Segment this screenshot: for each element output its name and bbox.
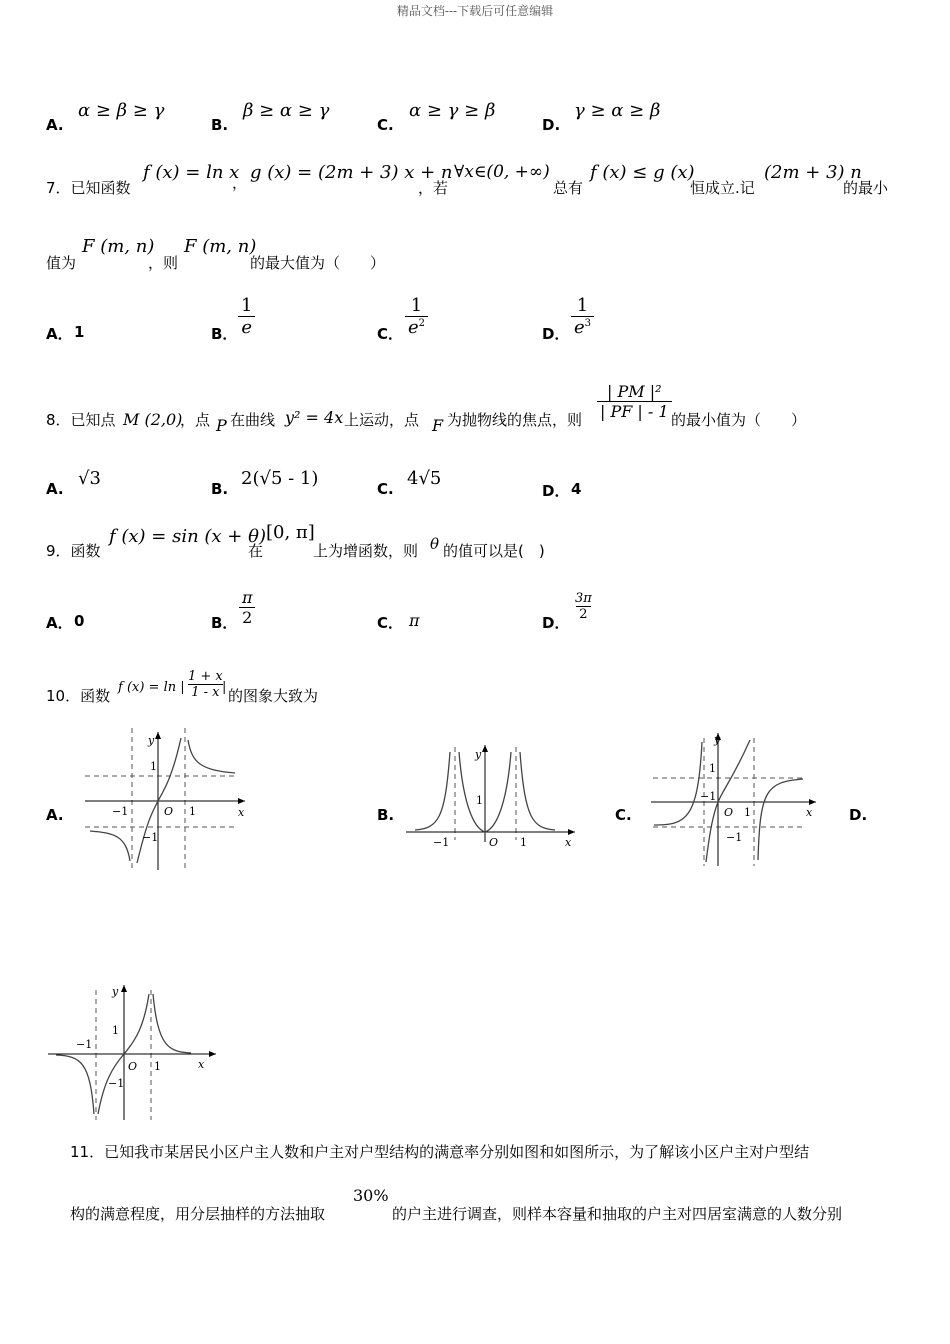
origin-label: O — [128, 1060, 138, 1073]
fraction-denominator: | PF | - 1 — [597, 401, 672, 421]
tick-label: 1 — [150, 760, 157, 773]
q9-option-d-fraction — [572, 591, 595, 622]
tick-label: 1 — [709, 762, 716, 775]
q9-option-c-label[interactable]: C． — [377, 614, 404, 632]
q7-option-b-label[interactable]: B． — [211, 325, 238, 343]
q6-option-c-label[interactable]: C. — [377, 116, 394, 134]
tick-label: −1 — [700, 790, 717, 803]
q7-option-c-fraction — [405, 295, 428, 338]
q6-option-a-expr: α ≥ β ≥ γ — [78, 100, 165, 121]
q8-option-a-expr: √3 — [78, 468, 101, 489]
q10-function-bar: | — [222, 680, 227, 695]
q7-product: (2m + 3) n — [764, 162, 862, 183]
q6-option-a-label[interactable]: A. — [46, 116, 64, 134]
q10-function: f (x) = ln | — [118, 680, 185, 695]
tick-label: −1 — [108, 1077, 125, 1090]
tick-label: −1 — [76, 1038, 93, 1051]
tick-label: 1 — [154, 1060, 161, 1073]
q7-condition: ∀x∈(0, +∞) — [454, 162, 550, 182]
q8-option-b-label[interactable]: B. — [211, 480, 229, 498]
q10-graph-a — [80, 728, 255, 876]
origin-label: O — [724, 806, 734, 819]
tick-label: 1 — [744, 806, 751, 819]
q7-f-def: f (x) = ln x — [143, 162, 240, 183]
q7-option-a-value: 1 — [74, 323, 85, 341]
x-axis-label: x — [238, 806, 245, 819]
tick-label: 1 — [520, 836, 527, 849]
exponent: 2 — [418, 318, 426, 329]
q7-number: 7．已知函数 — [46, 179, 131, 197]
q10-graph-c — [648, 730, 823, 870]
q7-text: 值为 — [46, 254, 77, 272]
q8-fraction — [597, 382, 672, 421]
q8-option-c-expr: 4√5 — [407, 468, 442, 489]
q9-option-a-value: 0 — [74, 612, 85, 630]
q7-text: 总有 — [553, 179, 584, 197]
q10-graph-b — [403, 742, 578, 852]
q8-text: 的最小值为（ ） — [671, 411, 807, 429]
q7-g-def: g (x) = (2m + 3) x + n — [250, 162, 453, 183]
q6-option-b-expr: β ≥ α ≥ γ — [243, 100, 330, 121]
q7-text: ， — [232, 174, 248, 192]
q9-option-a-label[interactable]: A． — [46, 614, 73, 632]
q8-option-d-value: 4 — [571, 480, 582, 498]
q9-option-c-value: π — [409, 611, 420, 630]
tick-label: −1 — [142, 831, 159, 844]
q9-option-b-label[interactable]: B． — [211, 614, 238, 632]
q7-option-b-fraction — [238, 295, 255, 338]
q8-curve: y² = 4x — [285, 408, 344, 427]
q7-F2: F (m, n) — [184, 236, 257, 257]
q11-percent: 30% — [353, 1186, 389, 1205]
y-axis-label: y — [714, 733, 721, 746]
q6-option-d-expr: γ ≥ α ≥ β — [574, 100, 661, 121]
q7-option-d-fraction — [571, 295, 594, 338]
y-axis-label: y — [148, 734, 155, 747]
q7-text: 恒成立.记 — [690, 179, 755, 197]
q10-option-d-label[interactable]: D. — [849, 806, 868, 824]
q8-text: 8．已知点 — [46, 411, 116, 429]
fraction-numerator: | PM |² — [607, 382, 662, 401]
tick-label: 1 — [112, 1024, 119, 1037]
q7-text: ，若 — [418, 179, 449, 197]
q9-option-d-label[interactable]: D． — [542, 614, 570, 632]
tick-label: 1 — [189, 805, 196, 818]
q10-option-b-label[interactable]: B. — [377, 806, 395, 824]
q7-F1: F (m, n) — [82, 236, 155, 257]
origin-label: O — [164, 805, 174, 818]
q7-text: ，则 — [148, 254, 179, 272]
q9-text: 上为增函数，则 — [313, 542, 419, 560]
q7-option-c-label[interactable]: C． — [377, 325, 404, 343]
q8-text: 在曲线 — [230, 411, 276, 429]
q8-option-c-label[interactable]: C. — [377, 480, 394, 498]
exponent: 3 — [584, 318, 592, 329]
q8-text: 上运动，点 — [344, 411, 420, 429]
q9-text: 9．函数 — [46, 542, 101, 560]
tick-label: −1 — [726, 831, 743, 844]
q8-option-a-label[interactable]: A. — [46, 480, 64, 498]
q7-inequality: f (x) ≤ g (x) — [590, 162, 695, 183]
fraction-numerator: 3π — [575, 591, 592, 606]
q6-option-b-label[interactable]: B. — [211, 116, 229, 134]
fraction-numerator: 1 — [410, 295, 423, 316]
origin-label: O — [489, 836, 499, 849]
q7-option-a-label[interactable]: A． — [46, 325, 73, 343]
q11-line-2a: 构的满意程度，用分层抽样的方法抽取 — [70, 1205, 326, 1223]
fraction-numerator: π — [242, 588, 253, 607]
q9-function: f (x) = sin (x + θ) — [109, 526, 266, 547]
q9-text: 的值可以是( ) — [443, 542, 545, 560]
q10-option-c-label[interactable]: C. — [615, 806, 632, 824]
fraction-numerator: 1 — [241, 295, 253, 316]
q10-graph-d — [46, 982, 221, 1122]
q7-option-d-label[interactable]: D． — [542, 325, 570, 343]
q8-point-p: P — [216, 416, 227, 435]
q9-interval: [0, π] — [266, 522, 315, 543]
q10-fraction — [185, 669, 226, 700]
q9-theta: θ — [430, 535, 440, 553]
fraction-denominator: 2 — [239, 607, 255, 627]
tick-label: −1 — [433, 836, 450, 849]
q9-option-b-fraction — [239, 588, 256, 627]
q7-text: 的最大值为（ ） — [250, 254, 386, 272]
q6-option-c-expr: α ≥ γ ≥ β — [409, 100, 496, 121]
q10-text: 10．函数 — [46, 687, 111, 705]
q6-option-d-label[interactable]: D. — [542, 116, 561, 134]
fraction-denominator: 2 — [576, 606, 590, 622]
fraction-denominator: e — [408, 317, 419, 338]
x-axis-label: x — [806, 806, 813, 819]
fraction-denominator: 1 - x — [188, 684, 222, 700]
q8-point-f: F — [432, 416, 444, 435]
q8-text: 为抛物线的焦点，则 — [447, 411, 583, 429]
fraction-numerator: 1 + x — [188, 669, 223, 684]
y-axis-label: y — [475, 748, 482, 761]
q8-point-m: M (2,0) — [123, 410, 183, 429]
q8-option-d-label[interactable]: D． — [542, 482, 570, 500]
page-header: 精品文档---下载后可任意编辑 — [396, 4, 554, 18]
q9-text: 在 — [248, 542, 264, 560]
q7-text: 的最小 — [843, 179, 889, 197]
q10-option-a-label[interactable]: A. — [46, 806, 64, 824]
fraction-denominator: e — [238, 316, 255, 338]
q11-line-2b: 的户主进行调查，则样本容量和抽取的户主对四居室满意的人数分别 — [392, 1205, 843, 1223]
fraction-numerator: 1 — [576, 295, 589, 316]
y-axis-label: y — [112, 985, 119, 998]
x-axis-label: x — [198, 1058, 205, 1071]
q11-line-1: 11．已知我市某居民小区户主人数和户主对户型结构的满意率分别如图和如图所示，为了解该小区户主对户型结 — [70, 1143, 810, 1161]
q10-text: 的图象大致为 — [228, 687, 319, 705]
tick-label: 1 — [476, 794, 483, 807]
q8-text: ，点 — [180, 411, 211, 429]
fraction-denominator: e — [574, 317, 585, 338]
tick-label: −1 — [112, 805, 129, 818]
q8-option-b-expr: 2(√5 - 1) — [241, 468, 319, 489]
x-axis-label: x — [565, 836, 572, 849]
